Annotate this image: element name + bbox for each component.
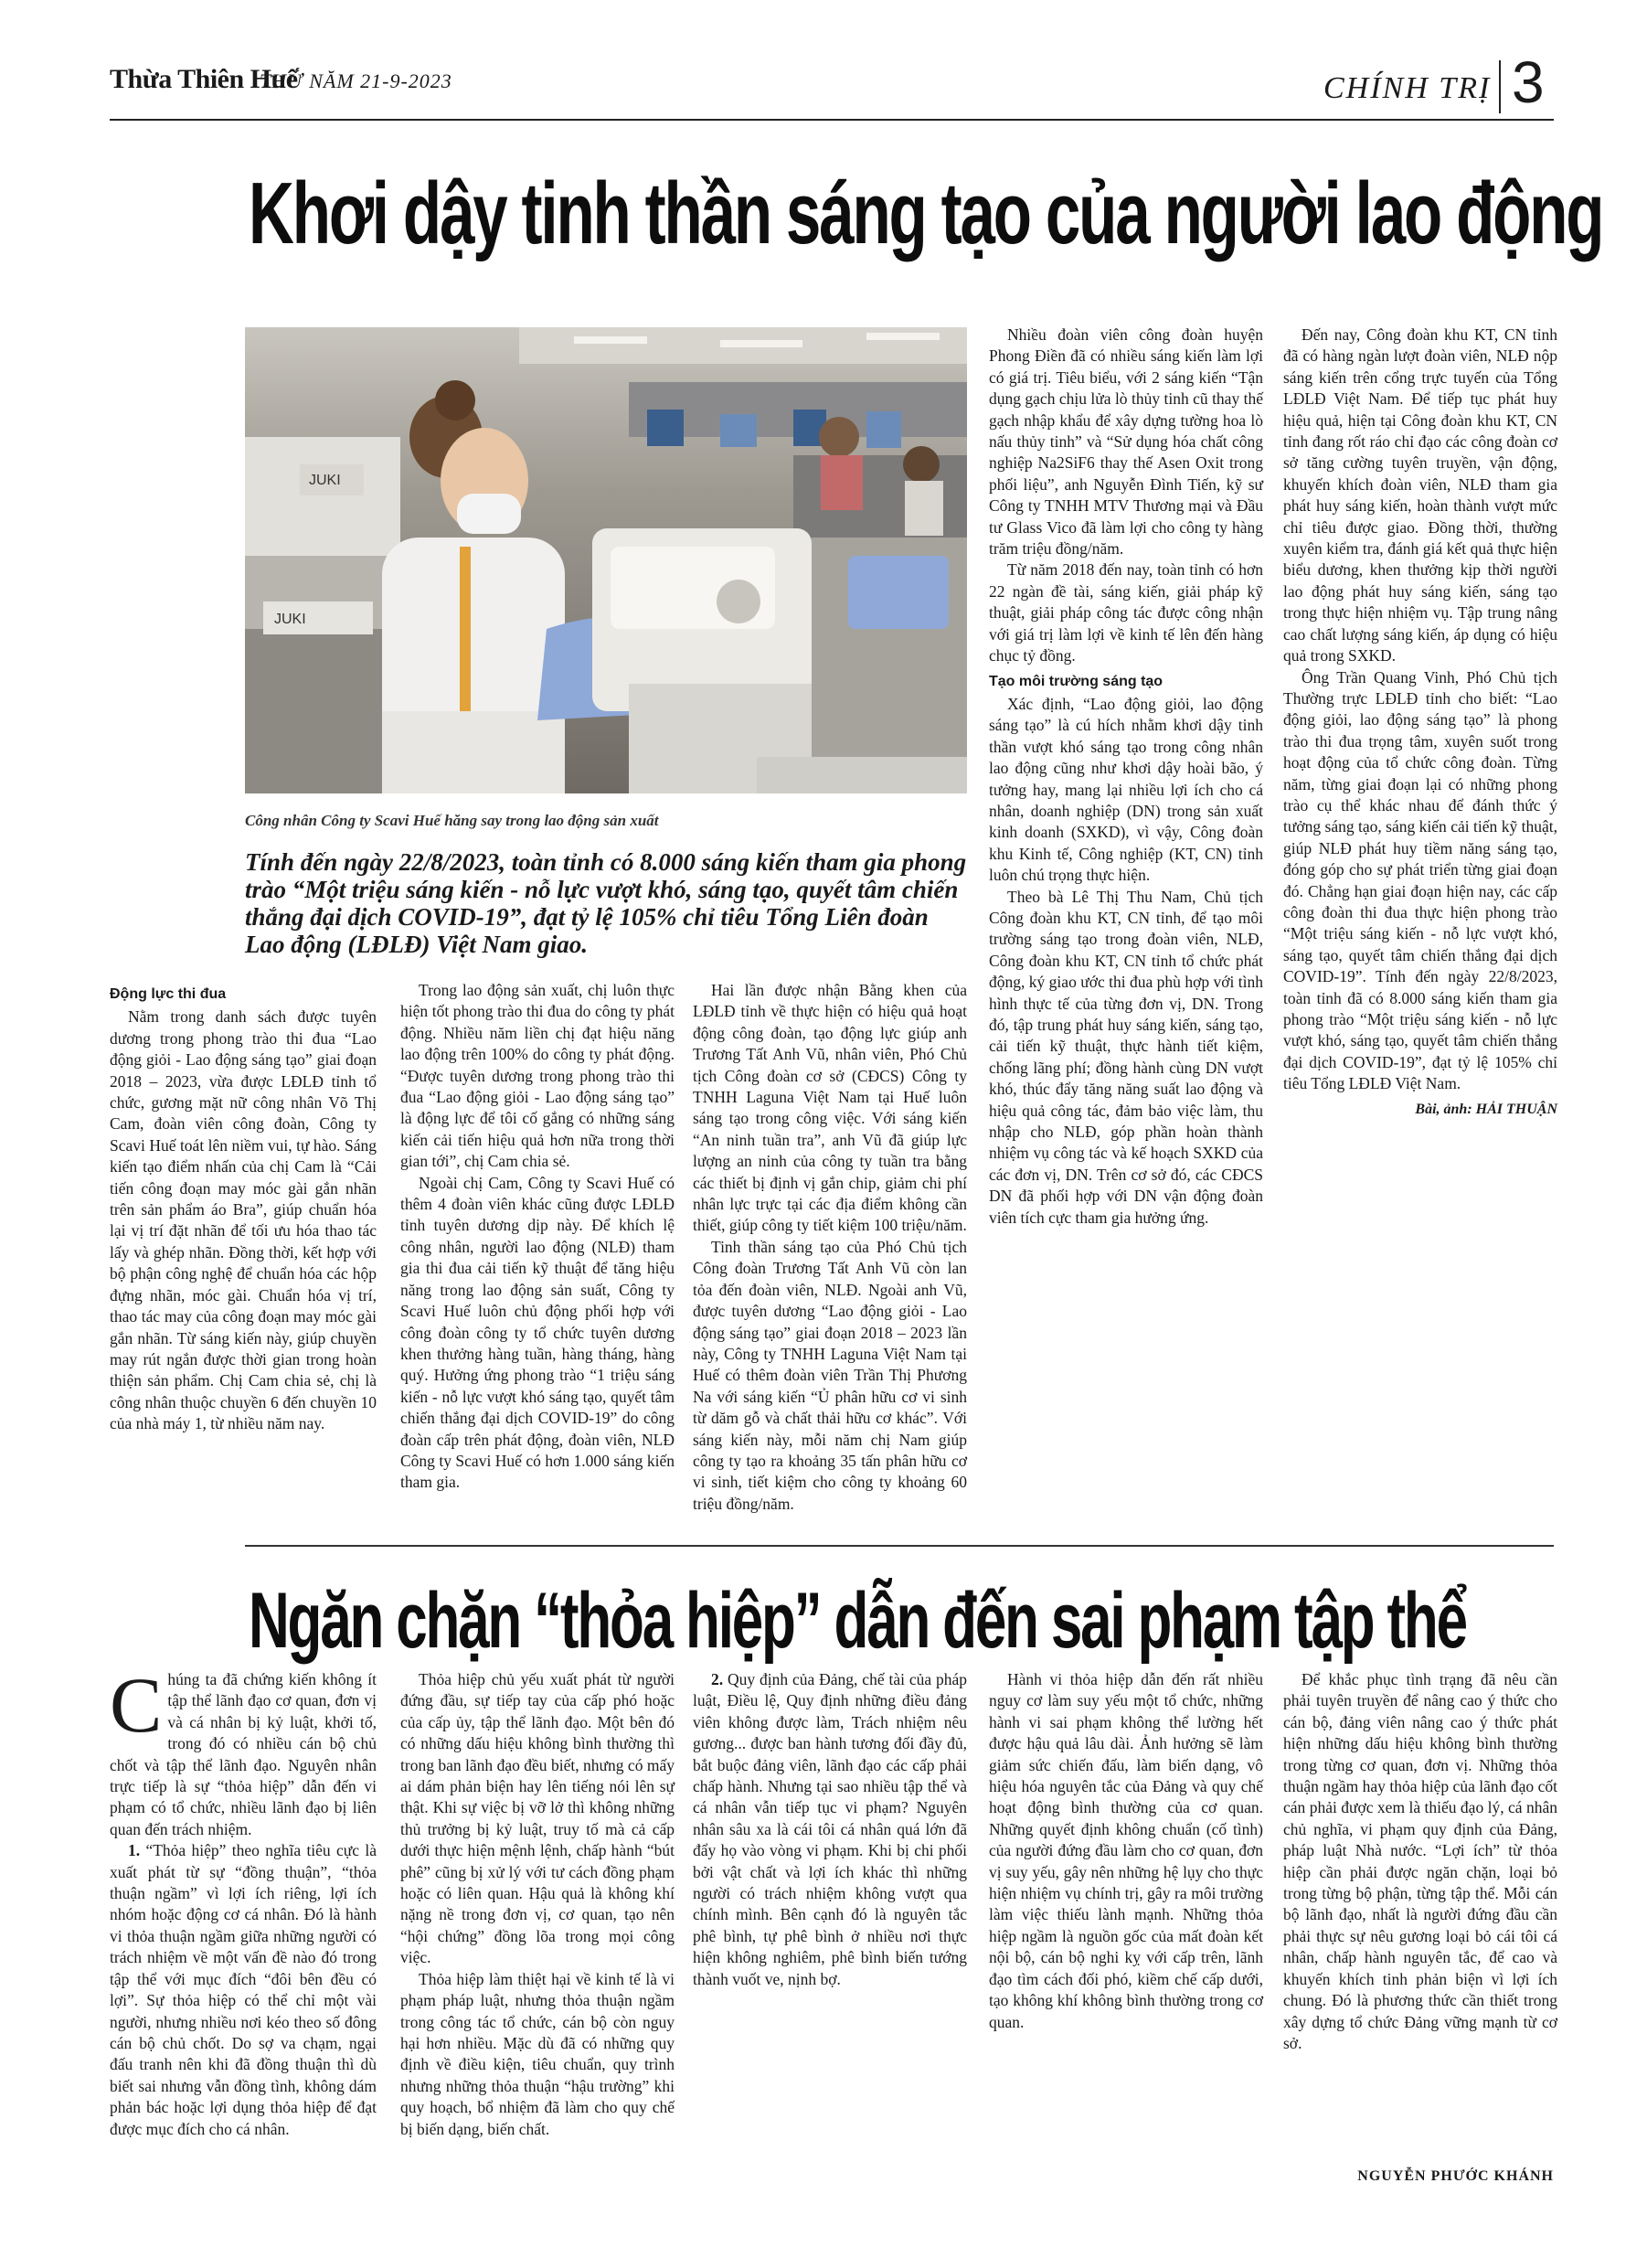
svg-text:JUKI: JUKI	[309, 473, 341, 488]
photo-caption: Công nhân Công ty Scavi Huế hăng say trong lao động sản xuất	[245, 812, 659, 829]
byline-prefix: Bài, ảnh:	[1415, 1101, 1476, 1117]
article2-column-1	[110, 1661, 377, 2140]
byline-name: HẢI THUẬN	[1475, 1101, 1557, 1117]
subheading-moi-truong: Tạo môi trường sáng tạo	[989, 673, 1164, 689]
paragraph: Nhiều đoàn viên công đoàn huyện Phong Điền đã có nhiều sáng kiến làm lợi có giá trị. Tiêu biểu, với 2 sáng kiến “Tận dụng gạch chịu lửa lò thủy tinh cũ thay thế gạch nhập khẩu để xây dựng tường hoa lò nấu thủy tinh” và “Sử dụng hóa chất công nghiệp Na2SiF6 thay thế Asen Oxit trong phối liệu”, anh Nguyễn Đình Tiến, kỹ sư Công ty TNHH MTV Thương mại và Đầu tư Glass Vico đã làm lợi cho công ty hàng trăm triệu đồng/năm.	[989, 325, 1263, 559]
factory-worker-photo	[245, 327, 967, 793]
article2-column-5	[1283, 1669, 1557, 2054]
article1-column-5	[1283, 325, 1557, 1120]
article1-lead: Tính đến ngày 22/8/2023, toàn tỉnh có 8.000 sáng kiến tham gia phong trào “Một triệu sáng kiến - nỗ lực vượt khó, sáng tạo, quyết tâm chiến thắng đại dịch COVID-19”, đạt tỷ lệ 105% chỉ tiêu Tổng Liên đoàn Lao động (LĐLĐ) Việt Nam giao.	[245, 848, 967, 958]
paragraph: Ông Trần Quang Vinh, Phó Chủ tịch Thường trực LĐLĐ tỉnh cho biết: “Lao động giỏi, lao động sáng tạo” là phong trào thi đua trọng tâm, xuyên suốt trong hoạt động của tổ chức công đoàn. Từng năm, từng giai đoạn lại có những phong trào cụ thể khác nhau để đánh thức ý tưởng sáng tạo, sáng kiến cải tiến kỹ thuật, giúp NLĐ phát huy tiềm năng sáng tạo, đóng góp cho sự phát triển từng giai đoạn đó. Chẳng hạn giai đoạn hiện nay, các cấp công đoàn thi đua thực hiện phong trào “Một triệu sáng kiến - nỗ lực vượt khó, sáng tạo, quyết tâm chiến thắng đại dịch COVID-19”. Tính đến ngày 22/8/2023, toàn tỉnh đã có 8.000 sáng kiến tham gia phong trào “Một triệu sáng kiến - nỗ lực vượt khó, sáng tạo, quyết tâm chiến thắng đại dịch COVID-19”, đạt tỷ lệ 105% chỉ tiêu Tổng LĐLĐ Việt Nam.	[1283, 667, 1557, 1093]
article-photo	[245, 327, 967, 793]
article1-column-2	[400, 980, 675, 1494]
paragraph: Trong lao động sản xuất, chị luôn thực hiện tốt phong trào thi đua do công ty phát động. Nhiều năm liền chị đạt hiệu năng lao động trên 100% do công ty phát động. “Được tuyên dương trong phong trào thi đua “Lao động giỏi - Lao động sáng tạo” là động lực để tôi cố gắng có những sáng kiến cải tiến hiệu quả hơn nữa trong thời gian tới”, chị Cam chia sẻ.	[400, 981, 675, 1171]
article1-column-3	[693, 980, 967, 1515]
paragraph-text: “Thỏa hiệp” theo nghĩa tiêu cực là xuất phát từ sự “đồng thuận”, “thỏa thuận ngầm” vì lợi ích riêng, lợi ích nhóm hoặc động cơ cá nhân. Đó là hành vi thỏa thuận ngầm giữa những người có trách nhiệm về một vấn đề nào đó trong tập thể với mục đích “đôi bên đều có lợi”. Sự thỏa hiệp có thể chỉ một vài người, nhưng nhiều nơi kéo theo số đông cán bộ chủ chốt. Do sợ va chạm, ngại đấu tranh nên khi đã đồng thuận thì dù biết sai nhưng vẫn đồng tình, không dám phản bác hoặc lợi dụng thỏa hiệp để đạt được mục đích cho cá nhân.	[110, 1841, 377, 2138]
paragraph: Tinh thần sáng tạo của Phó Chủ tịch Công đoàn Trương Tất Anh Vũ còn lan tỏa đến đoàn viên, NLĐ. Ngoài anh Vũ, được tuyên dương “Lao động giỏi - Lao động sáng tạo” giai đoạn 2018 – 2023 lần này, Công ty TNHH Laguna Việt Nam tại Huế có thêm đoàn viên Trần Thị Phương Na với sáng kiến “Ủ phân hữu cơ vi sinh từ dăm gỗ và chất thải hữu cơ khác”. Với sáng kiến này, mỗi năm chị Nam giúp công ty tạo ra khoảng 35 tấn phân hữu cơ vi sinh, tiết kiệm cho công ty khoảng 60 triệu đồng/năm.	[693, 1237, 967, 1513]
paragraph: Xác định, “Lao động giỏi, lao động sáng tạo” là cú hích nhằm khơi dậy tinh thần vượt khó sáng tạo trong công nhân lao động cũng như khơi dậy hoài bão, ý tưởng hay, mang lại nhiều lợi ích cho cá nhân, doanh nghiệp (DN) trong sản xuất kinh doanh (SXKD), vì vậy, Công đoàn khu Kinh tế, Công nghiệp (KT, CN) tỉnh luôn chú trọng thực hiện.	[989, 694, 1263, 885]
issue-date: THỨ NĂM 21-9-2023	[260, 69, 452, 92]
header-rule	[110, 119, 1554, 121]
article1-column-1	[110, 980, 377, 1435]
section-title: CHÍNH TRỊ	[1323, 71, 1492, 105]
article2-column-2	[400, 1669, 675, 2140]
section-number: 2.	[711, 1670, 724, 1688]
paragraph: Nằm trong danh sách được tuyên dương trong phong trào thi đua “Lao động giỏi - Lao động sáng tạo” giai đoạn 2018 – 2023, vừa được LĐLĐ tỉnh tổ chức, gương mặt nữ công nhân Võ Thị Cam, đoàn viên công đoàn, Công ty Scavi Huế toát lên niềm vui, tự hào. Sáng kiến tạo điểm nhấn của chị Cam là “Cải tiến công đoạn may móc gài gắn nhãn trên sản phẩm áo Bra”, giúp chuẩn hóa lại vị trí đặt nhãn để tối ưu hóa thao tác lấy và ghép nhãn. Đồng thời, kết hợp với bộ phận công nghệ để chuẩn hóa các hộp đựng nhãn, móc gài. Chuẩn hóa vị trí, thao tác may của công đoạn may móc gài gắn nhãn. Từ sáng kiến này, giúp chuyền may rút ngắn được thời gian trong hoàn thiện sản phẩm. Chị Cam chia sẻ, chị là công nhân thuộc chuyền 6 đến chuyền 10 của nhà máy 1, từ nhiều năm nay.	[110, 1007, 377, 1433]
header-separator	[1499, 60, 1501, 113]
paragraph	[693, 1669, 967, 1990]
article2-byline: NGUYỄN PHƯỚC KHÁNH	[1357, 2168, 1554, 2184]
newspaper-name: Thừa Thiên Huế	[110, 64, 298, 94]
paragraph: Theo bà Lê Thị Thu Nam, Chủ tịch Công đoàn khu KT, CN tỉnh, để tạo môi trường sáng tạo trong đoàn viên, NLĐ, Công đoàn khu KT, CN tỉnh tổ chức phát động, ký giao ước thi đua phù hợp với tình hình thực tế của từng đơn vị, DN. Trong đó, tập trung phát huy sáng kiến, sáng tạo, cải tiến kỹ thuật, thực hành tiết kiệm, chống lãng phí; đồng hành cùng DN vượt khó, thúc đẩy tăng năng suất lao động và hiệu quả công tác, đảm bảo việc làm, thu nhập cho NLĐ, góp phần hoàn thành nhiệm vụ công tác và kế hoạch SXKD của các đơn vị, DN. Trên cơ sở đó, các CĐCS DN đã phối hợp với DN vận động đoàn viên tích cực tham gia hưởng ứng.	[989, 887, 1263, 1227]
paragraph: Ngoài chị Cam, Công ty Scavi Huế có thêm 4 đoàn viên khác cũng được LĐLĐ tỉnh tuyên dương dịp này. Để khích lệ công nhân, người lao động (NLĐ) tham gia thi đua cải tiến kỹ thuật để tăng hiệu năng trong lao động sản suất, Công ty Scavi Huế luôn chủ động phối hợp với công đoàn công ty tổ chức tuyên dương khen thưởng hàng tuần, hàng tháng, hàng quý. Hưởng ứng phong trào “1 triệu sáng kiến - nỗ lực vượt khó sáng tạo, quyết tâm chiến thắng đại dịch COVID-19” do công đoàn cấp trên phát động, đoàn viên, NLĐ Công ty Scavi Huế có hơn 1.000 sáng kiến tham gia.	[400, 1173, 675, 1492]
section-number: 1.	[128, 1841, 141, 1860]
article1-byline	[1283, 1099, 1557, 1120]
article1-column-4	[989, 325, 1263, 1229]
article2-column-3	[693, 1669, 967, 1990]
paragraph-text: húng ta đã chứng kiến không ít tập thể lãnh đạo cơ quan, đơn vị và cá nhân bị kỷ luật, khởi tố, trong đó có nhiều cán bộ chủ chốt và tập thể lãnh đạo. Nguyên nhân trực tiếp là sự “thỏa hiệp” dẫn đến vi phạm có tổ chức, nhiều lãnh đạo bị liên quan đến trách nhiệm.	[110, 1670, 377, 1838]
paragraph: Hai lần được nhận Bằng khen của LĐLĐ tỉnh về thực hiện có hiệu quả hoạt động công đoàn, tạo động lực giúp anh Trương Tất Anh Vũ, nhân viên, Phó Chủ tịch Công đoàn cơ sở (CĐCS) Công ty TNHH Laguna Việt Nam tại Huế luôn sáng tạo trong công việc. Với sáng kiến “An ninh tuần tra”, anh Vũ đã giúp lực lượng an ninh của công ty tuần tra bằng các thiết bị định vị gắn chip, giảm chi phí nhân lực trực tại các địa điểm không cần thiết, giúp công ty tiết kiệm 100 triệu/năm.	[693, 981, 967, 1235]
subheading-dong-luc: Động lực thi đua	[110, 986, 227, 1002]
drop-cap: C	[110, 1661, 163, 1749]
paragraph: Thỏa hiệp làm thiệt hại về kinh tế là vi phạm pháp luật, nhưng thỏa thuận ngầm trong công tác tổ chức, cán bộ còn nguy hại hơn nhiều. Mặc dù đã có những quy định về điều kiện, tiêu chuẩn, quy trình nhưng những thỏa thuận “hậu trường” khi quy hoạch, bổ nhiệm đã làm cho quy chế bị biến dạng, biến chất.	[400, 1969, 675, 2138]
paragraph-text: Quy định của Đảng, chế tài của pháp luật, Điều lệ, Quy định những điều đảng viên không được làm, Trách nhiệm nêu gương... được ban hành tương đối đầy đủ, bắt buộc đảng viên, lãnh đạo các cấp phải chấp hành. Nhưng tại sao nhiều tập thể và cá nhân vẫn tiếp tục vi phạm? Nguyên nhân sâu xa là cái tôi cá nhân quá lớn đã đẩy họ vào vòng vi phạm. Khi bị chi phối bởi vật chất và lợi ích khác thì những người có trách nhiệm không vượt qua chính mình. Bên cạnh đó là nguyên tắc phê bình, tự phê bình ở nhiều nơi thực hiện không nghiêm, phê bình biến tướng thành vuốt ve, nịnh bợ.	[693, 1670, 967, 1988]
svg-text:JUKI: JUKI	[274, 612, 306, 627]
article1-headline: Khơi dậy tinh thần sáng tạo của người lao động	[249, 165, 1603, 262]
page-number: 3	[1512, 49, 1545, 115]
article2-headline: Ngăn chặn “thỏa hiệp” dẫn đến sai phạm tập thể	[249, 1577, 1466, 1665]
paragraph: Từ năm 2018 đến nay, toàn tỉnh có hơn 22 ngàn đề tài, sáng kiến, giải pháp kỹ thuật, giải pháp công tác được công nhận với giá trị làm lợi về kinh tế lên đến hàng chục tỷ đồng.	[989, 560, 1263, 665]
article2-column-4	[989, 1669, 1263, 2033]
paragraph: Thỏa hiệp chủ yếu xuất phát từ người đứng đầu, sự tiếp tay của cấp phó hoặc của cấp ủy, tập thể lãnh đạo. Một bên đó có những dấu hiệu không bình thường thì trong ban lãnh đạo đều biết, nhưng có mấy ai dám phản biện hay lên tiếng nói lên sự thật. Khi sự việc bị vỡ lở thì không những thủ trưởng bị kỷ luật, truy tố mà cả cấp dưới thực hiện mệnh lệnh, chấp hành “bút phê” cũng bị xử lý với tư cách đồng phạm hoặc có liên quan. Hậu quả là không khí nặng nề trong đơn vị, cơ quan, tạo nên “hội chứng” đồng lõa trong mọi công việc.	[400, 1670, 675, 1967]
paragraph	[110, 1840, 377, 2140]
paragraph: Hành vi thỏa hiệp dẫn đến rất nhiều nguy cơ làm suy yếu một tổ chức, những hành vi sai phạm không thể lường hết được hậu quả lâu dài. Ảnh hưởng sẽ làm giảm sức chiến đấu, làm biến dạng, vô hiệu hóa nguyên tắc của Đảng và quy chế hoạt động bình thường của cơ quan. Những quyết định không chuẩn (cố tình) của người đứng đầu làm cho cơ quan, đơn vị suy yếu, gây nên những hệ lụy cho thực hiện nhiệm vụ chính trị, gây ra môi trường làm việc thiếu lành mạnh. Những thỏa hiệp ngầm là nguồn gốc của mất đoàn kết nội bộ, cán bộ nghi kỵ với cấp trên, lãnh đạo tìm cách đối phó, kiềm chế cấp dưới, tạo không khí không bình thường trong cơ quan.	[989, 1670, 1263, 2031]
paragraph	[110, 1661, 377, 1840]
paragraph: Để khắc phục tình trạng đã nêu cần phải tuyên truyền để nâng cao ý thức cho cán bộ, đảng viên nâng cao ý thức phát hiện những dấu hiệu không bình thường trong từng cơ quan, đơn vị. Những thỏa thuận ngầm hay thỏa hiệp của lãnh đạo cốt cán phải được xem là thiếu đạo lý, cá nhân chủ nghĩa, vi phạm quy định của Đảng, pháp luật Nhà nước. “Lợi ích” từ thỏa hiệp cần phải được ngăn chặn, loại bỏ trong từng bộ phận, từng tập thể. Mỗi cán bộ lãnh đạo, nhất là người đứng đầu cần phải thực sự nêu gương loại bỏ cái tôi cá nhân, chấp hành nguyên tắc, để cao và khuyến khích tinh phản biện vì lợi ích chung. Đó là phương thức cần thiết trong xây dựng tổ chức Đảng vững mạnh từ cơ sở.	[1283, 1670, 1557, 2052]
paragraph: Đến nay, Công đoàn khu KT, CN tỉnh đã có hàng ngàn lượt đoàn viên, NLĐ nộp sáng kiến trên cổng trực tuyến của Tổng LĐLĐ Việt Nam. Để tiếp tục phát huy hiệu quả, hiện tại Công đoàn khu KT, CN tỉnh đang rốt ráo chỉ đạo các công đoàn cơ sở tăng cường tuyên truyền, vận động, khuyến khích đoàn viên, NLĐ tham gia phát huy sáng kiến, hoàn thành vượt mức chỉ tiêu được giao. Đồng thời, thường xuyên kiểm tra, đánh giá kết quả thực hiện biểu dương, khen thưởng kịp thời người lao động phát huy sáng kiến, sáng tạo trong thực hiện nhiệm vụ. Tập trung nâng cao chất lượng sáng kiến, áp dụng có hiệu quả trong SXKD.	[1283, 325, 1557, 665]
article-divider	[245, 1545, 1554, 1547]
